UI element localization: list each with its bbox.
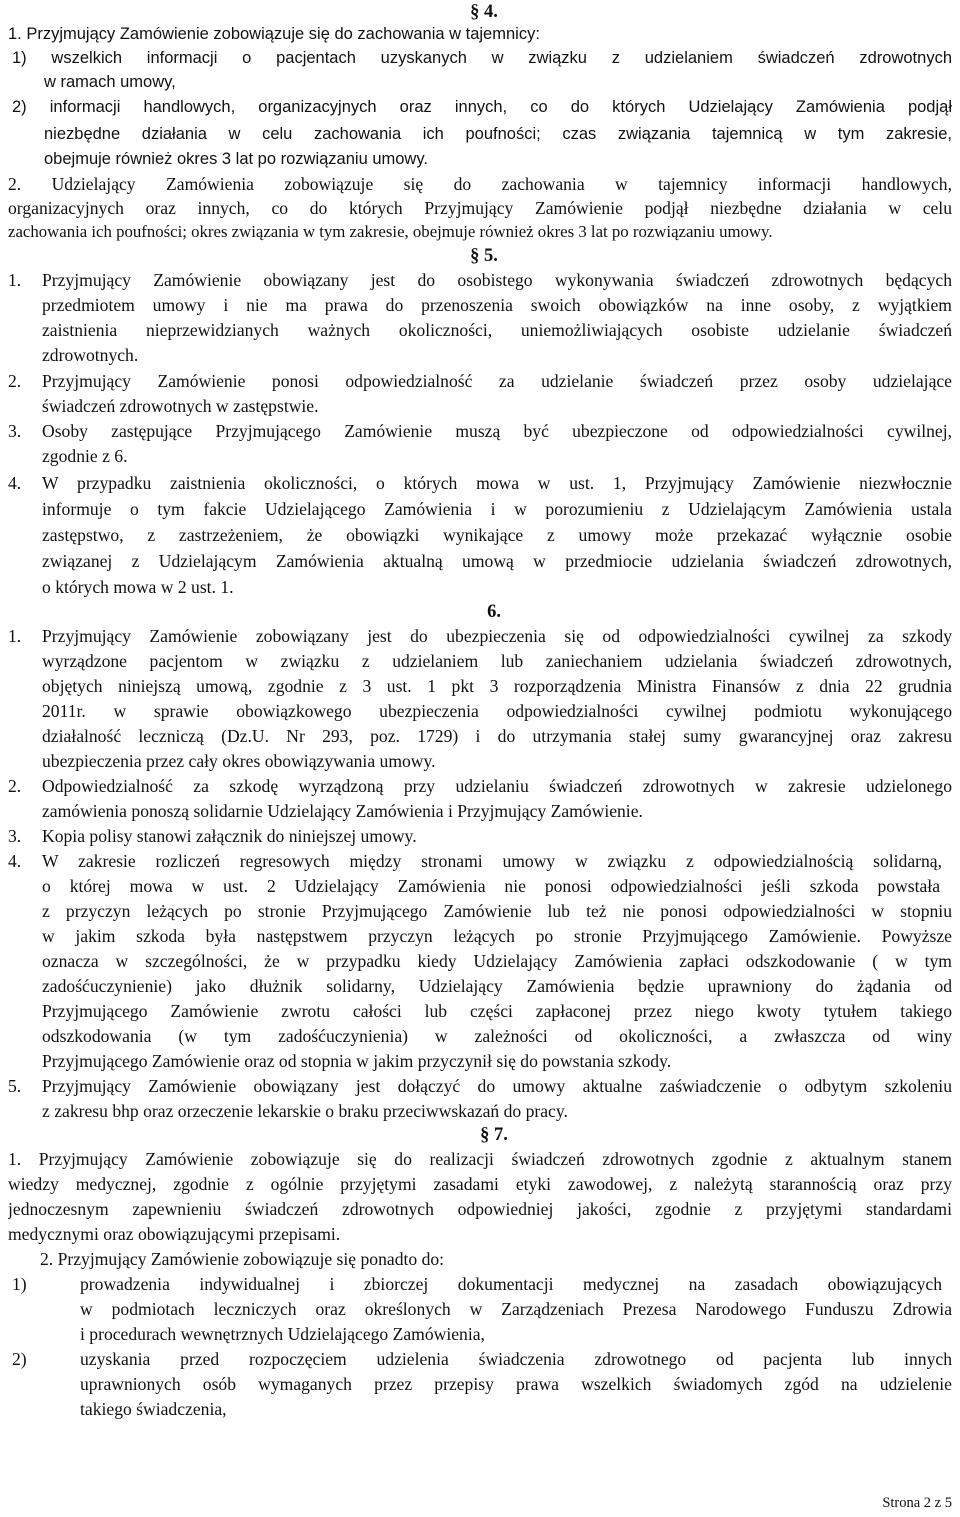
paragraph-line: uprawnionych osób wymaganych przez przepisy prawa wszelkich świadomych zgód na udzielenie: [80, 1374, 952, 1394]
paragraph-line: z przyczyn leżących po stronie Przyjmującego Zamówienie lub też nie ponosi odpowiedzialności w stopniu: [42, 901, 952, 921]
paragraph-line: organizacyjnych oraz innych, co do których Przyjmujący Zamówienie podjął niezbędne działania w celu: [8, 198, 952, 218]
item-number: 4.: [8, 851, 22, 871]
paragraph-line: Kopia polisy stanowi załącznik do niniejszej umowy.: [42, 826, 417, 846]
paragraph-line: wiedzy medycznej, zgodnie z ogólnie przyjętymi zasadami etyki zawodowej, z należytą starannością oraz przy: [8, 1174, 952, 1194]
paragraph-line: Przyjmujący Zamówienie ponosi odpowiedzialność za udzielanie świadczeń przez osoby udzielające: [42, 371, 952, 391]
paragraph-line: 2011r. w sprawie obowiązkowego ubezpieczenia odpowiedzialności cywilnej podmiotu wykonującego: [42, 701, 952, 721]
section-heading: § 7.: [480, 1125, 508, 1145]
section-heading: § 4.: [470, 2, 498, 22]
item-number: 1.: [8, 270, 22, 290]
paragraph-line: 1. Przyjmujący Zamówienie zobowiązuje się do zachowania w tajemnicy:: [8, 25, 540, 43]
paragraph-line: z zakresu bhp oraz orzeczenie lekarskie o braku przeciwwskazań do pracy.: [42, 1101, 568, 1121]
paragraph-line: przedmiotem umowy i nie ma prawa do przenoszenia swoich obowiązków na inne osoby, z wyjątkiem: [42, 295, 952, 315]
paragraph-line: niezbędne działania w celu zachowania ich poufności; czas związania tajemnicą w tym zakresie,: [44, 125, 952, 143]
paragraph-line: wyrządzone pacjentom w związku z udzielaniem lub zaniechaniem udzielania świadczeń zdrowotnych,: [42, 651, 952, 671]
paragraph-line: zaistnienia nieprzewidzianych ważnych okoliczności, uniemożliwiających osobiste udzielanie świadczeń: [42, 320, 952, 340]
paragraph-line: i procedurach wewnętrznych Udzielającego Zamówienia,: [80, 1324, 485, 1344]
paragraph-line: zadośćuczynienie) jako dłużnik solidarny, Udzielający Zamówienia będzie uprawniony do żądania od: [42, 976, 952, 996]
paragraph-line: zdrowotnych.: [42, 345, 139, 365]
paragraph-line: zastępstwo, z zastrzeżeniem, że obowiązki wynikające z umowy może przekazać wyłącznie osobie: [42, 525, 952, 545]
paragraph-line: Przyjmujący Zamówienie obowiązany jest dołączyć do umowy aktualne zaświadczenie o odbytym szkoleniu: [42, 1076, 952, 1096]
paragraph-line: zachowania ich poufności; okres związania w tym zakresie, obejmuje również okres 3 lat po rozwiązaniu umowy.: [8, 222, 773, 241]
item-number: 3.: [8, 826, 22, 846]
paragraph-line: jednoczesnym zapewnieniu świadczeń zdrowotnych odpowiedniej jakości, zgodnie z przyjętymi standardami: [8, 1199, 952, 1219]
paragraph-line: objętych niniejszą umową, zgodnie z 3 ust. 1 pkt 3 rozporządzenia Ministra Finansów z dnia 22 grudnia: [42, 676, 952, 696]
section-heading: 6.: [487, 602, 501, 622]
paragraph-line: Przyjmującego Zamówienie oraz od stopnia w jakim przyczynił się do powstania szkody.: [42, 1051, 672, 1071]
paragraph-line: 2. Przyjmujący Zamówienie zobowiązuje się ponadto do:: [40, 1249, 445, 1269]
item-number: 1): [12, 1274, 27, 1294]
item-number: 4.: [8, 473, 22, 493]
item-number: 5.: [8, 1076, 22, 1096]
paragraph-line: związanej z Udzielającym Zamówienia aktualną umową w przedmiocie udzielania świadczeń zdrowotnych,: [42, 551, 952, 571]
paragraph-line: zamówienia ponoszą solidarnie Udzielający Zamówienia i Przyjmujący Zamówienie.: [42, 801, 643, 821]
paragraph-line: Przyjmujący Zamówienie zobowiązany jest do ubezpieczenia się od odpowiedzialności cywilnej za szkody: [42, 626, 952, 646]
paragraph-line: o których mowa w 2 ust. 1.: [42, 577, 234, 597]
paragraph-line: w jakim szkoda była następstwem przyczyn leżących po stronie Przyjmującego Zamówienie. Powyższe: [42, 926, 952, 946]
item-number: 2.: [8, 776, 22, 796]
paragraph-line: W zakresie rozliczeń regresowych między stronami umowy w związku z odpowiedzialnością solidarną,: [42, 851, 942, 871]
paragraph-line: Osoby zastępujące Przyjmującego Zamówienie muszą być ubezpieczone od odpowiedzialności cywilnej,: [42, 421, 952, 441]
paragraph-line: odszkodowania (w tym zadośćuczynienia) w zależności od okoliczności, a zwłaszcza od winy: [42, 1026, 952, 1046]
paragraph-line: uzyskania przed rozpoczęciem udzielenia świadczenia zdrowotnego od pacjenta lub innych: [80, 1349, 952, 1369]
paragraph-line: w ramach umowy,: [44, 73, 176, 91]
paragraph-line: takiego świadczenia,: [80, 1399, 227, 1419]
paragraph-line: zgodnie z 6.: [42, 446, 128, 466]
paragraph-line: 2) informacji handlowych, organizacyjnych oraz innych, co do których Udzielający Zamówienia podjął: [12, 98, 952, 116]
paragraph-line: medycznymi oraz obowiązującymi przepisami.: [8, 1224, 341, 1244]
paragraph-line: w podmiotach leczniczych oraz określonych w Zarządzeniach Prezesa Narodowego Funduszu Zdrowia: [80, 1299, 952, 1319]
paragraph-line: ubezpieczenia przez cały okres obowiązywania umowy.: [42, 751, 436, 771]
section-heading: § 5.: [470, 246, 498, 266]
paragraph-line: oznacza w szczególności, że w przypadku kiedy Udzielający Zamówienia zapłaci odszkodowanie ( w tym: [42, 951, 952, 971]
paragraph-line: W przypadku zaistnienia okoliczności, o których mowa w ust. 1, Przyjmujący Zamówienie niezwłocznie: [42, 473, 952, 493]
paragraph-line: o której mowa w ust. 2 Udzielający Zamówienia nie ponosi odpowiedzialności jeśli szkoda powstała: [42, 876, 940, 896]
paragraph-line: prowadzenia indywidualnej i zbiorczej dokumentacji medycznej na zasadach obowiązujących: [80, 1274, 942, 1294]
page-number: Strona 2 z 5: [882, 1495, 952, 1511]
paragraph-line: 2. Udzielający Zamówienia zobowiązuje się do zachowania w tajemnicy informacji handlowych,: [8, 174, 952, 194]
paragraph-line: świadczeń zdrowotnych w zastępstwie.: [42, 396, 319, 416]
paragraph-line: 1. Przyjmujący Zamówienie zobowiązuje się do realizacji świadczeń zdrowotnych zgodnie z aktualnym stanem: [8, 1149, 952, 1169]
item-number: 1.: [8, 626, 22, 646]
item-number: 2): [12, 1349, 27, 1369]
paragraph-line: Przyjmującego Zamówienie zwrotu całości lub części zapłaconej przez niego kwoty tytułem takiego: [42, 1001, 952, 1021]
item-number: 2.: [8, 371, 22, 391]
paragraph-line: obejmuje również okres 3 lat po rozwiązaniu umowy.: [44, 150, 428, 168]
paragraph-line: działalność leczniczą (Dz.U. Nr 293, poz. 1729) i do utrzymania stałej sumy gwarancyjnej oraz zakresu: [42, 726, 952, 746]
paragraph-line: Przyjmujący Zamówienie obowiązany jest do osobistego wykonywania świadczeń zdrowotnych będących: [42, 270, 952, 290]
item-number: 3.: [8, 421, 22, 441]
paragraph-line: 1) wszelkich informacji o pacjentach uzyskanych w związku z udzielaniem świadczeń zdrowotnych: [12, 49, 952, 67]
paragraph-line: Odpowiedzialność za szkodę wyrządzoną przy udzielaniu świadczeń zdrowotnych w zakresie udzielonego: [42, 776, 952, 796]
paragraph-line: informuje o tym fakcie Udzielającego Zamówienia i w porozumieniu z Udzielającym Zamówienia ustala: [42, 499, 952, 519]
